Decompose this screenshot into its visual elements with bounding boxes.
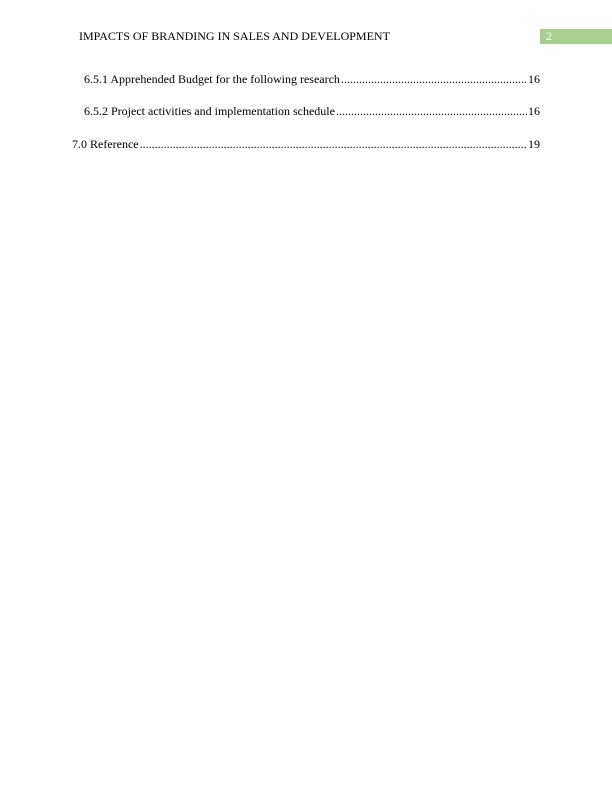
toc-entry-6-5-1[interactable]	[84, 72, 540, 86]
toc-entry-6-5-2[interactable]	[84, 104, 540, 118]
toc-entry-page: 19	[528, 137, 540, 151]
toc-dot-leader	[341, 72, 527, 86]
toc-entry-page: 16	[528, 104, 540, 118]
toc-dot-leader	[140, 137, 527, 151]
page-number: 2	[546, 29, 552, 43]
toc-entry-page: 16	[528, 72, 540, 86]
toc-entry-label: 6.5.2 Project activities and implementation schedule	[84, 104, 335, 118]
running-head: IMPACTS OF BRANDING IN SALES AND DEVELOPMENT	[79, 29, 390, 43]
page-number-badge	[540, 29, 612, 44]
toc-dot-leader	[336, 104, 527, 118]
toc-entry-label: 7.0 Reference	[72, 137, 139, 151]
toc-entry-label: 6.5.1 Apprehended Budget for the following research	[84, 72, 340, 86]
toc-entry-7-0[interactable]	[72, 137, 540, 151]
